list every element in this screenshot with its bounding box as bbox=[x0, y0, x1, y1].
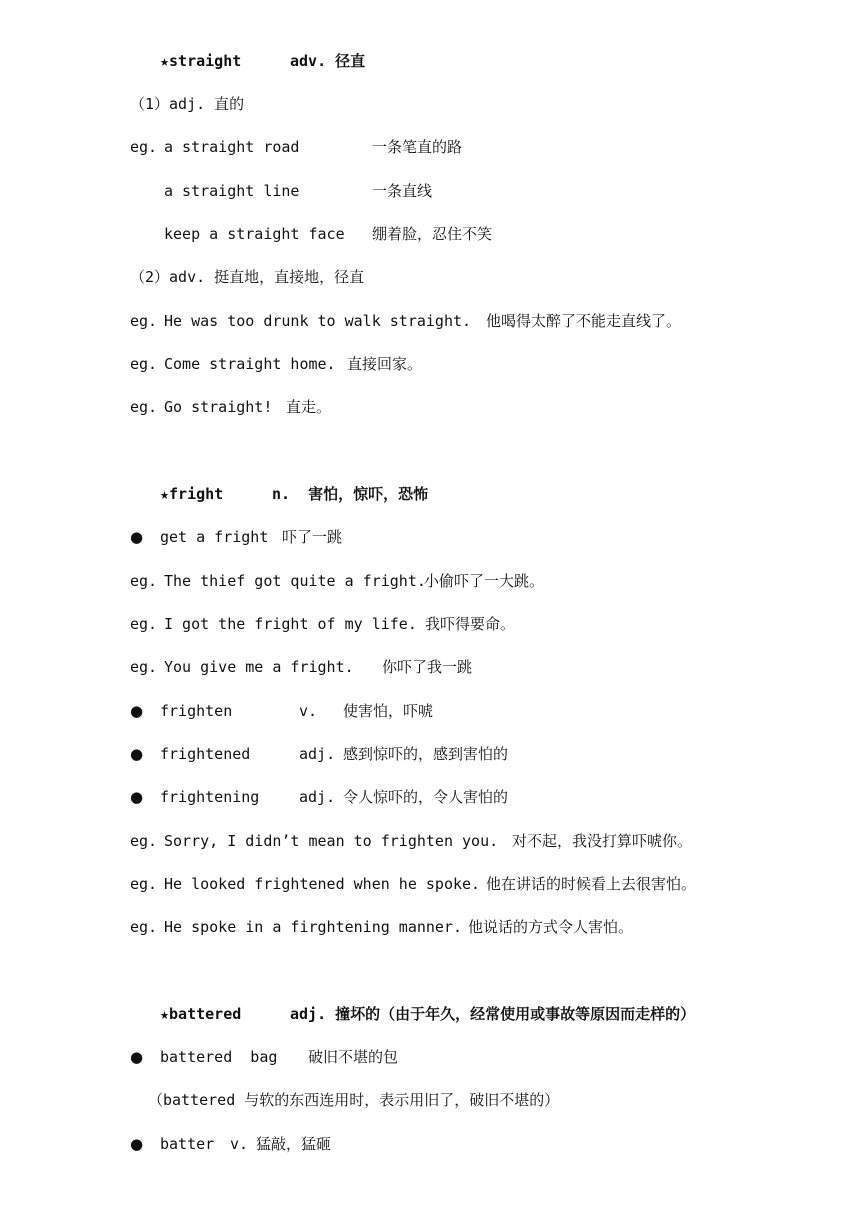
example-cn: 小偷吓了一大跳。 bbox=[424, 572, 545, 590]
example-en: Go straight! bbox=[164, 398, 273, 416]
example-label: eg. bbox=[130, 398, 158, 416]
phrase-cn: 吓了一跳 bbox=[282, 528, 343, 546]
example-label: eg. bbox=[130, 312, 158, 330]
example-en: The thief got quite a fright. bbox=[164, 572, 426, 590]
example-label: eg. bbox=[130, 138, 158, 156]
example-cn: 你吓了我一跳 bbox=[382, 658, 473, 676]
example-label: eg. bbox=[130, 615, 158, 633]
example-en: Come straight home. bbox=[164, 355, 336, 373]
bullet-icon: ● bbox=[130, 702, 144, 720]
example-cn: 绷着脸，忍住不笑 bbox=[372, 225, 493, 243]
example-en: Sorry, I didn’t mean to frighten you. bbox=[164, 832, 499, 850]
entry-title-fright: ★fright bbox=[160, 485, 224, 503]
entry-pos: adv. 径直 bbox=[290, 52, 366, 70]
example-cn: 一条笔直的路 bbox=[372, 138, 463, 156]
bullet-icon: ● bbox=[130, 1048, 144, 1066]
example-cn: 直走。 bbox=[286, 398, 332, 416]
example-en: He spoke in a firghtening manner. bbox=[164, 918, 463, 936]
word-pos: adj. bbox=[299, 745, 336, 763]
word: batter bbox=[160, 1135, 215, 1153]
example-cn: 他在讲话的时候看上去很害怕。 bbox=[486, 875, 697, 893]
bullet-icon: ● bbox=[130, 1135, 144, 1153]
example-label: eg. bbox=[130, 658, 158, 676]
entry-pos: n. 害怕，惊吓，恐怖 bbox=[272, 485, 429, 503]
example-cn: 他喝得太醉了不能走直线了。 bbox=[486, 312, 682, 330]
word-cn: 猛敲，猛砸 bbox=[256, 1135, 332, 1153]
example-label: eg. bbox=[130, 355, 158, 373]
phrase-cn: 破旧不堪的包 bbox=[308, 1048, 399, 1066]
word: frightening bbox=[160, 788, 260, 806]
word: frighten bbox=[160, 702, 233, 720]
word-pos: v. bbox=[299, 702, 318, 720]
entry-title-battered: ★battered bbox=[160, 1005, 242, 1023]
bullet-icon: ● bbox=[130, 528, 144, 546]
example-label: eg. bbox=[130, 832, 158, 850]
word-cn: 感到惊吓的，感到害怕的 bbox=[343, 745, 509, 763]
example-en: He looked frightened when he spoke. bbox=[164, 875, 481, 893]
word-cn: 令人惊吓的，令人害怕的 bbox=[343, 788, 509, 806]
usage-note: （battered 与软的东西连用时，表示用旧了，破旧不堪的） bbox=[148, 1091, 560, 1109]
example-en: He was too drunk to walk straight. bbox=[164, 312, 472, 330]
example-cn: 我吓得要命。 bbox=[425, 615, 516, 633]
sense-heading: （1）adj. 直的 bbox=[130, 95, 245, 113]
example-en: a straight line bbox=[164, 182, 300, 200]
phrase-en: battered bag bbox=[160, 1048, 278, 1066]
word-pos: adj. bbox=[299, 788, 336, 806]
entry-title-straight: ★straight bbox=[160, 52, 242, 70]
bullet-icon: ● bbox=[130, 788, 144, 806]
example-en: You give me a fright. bbox=[164, 658, 354, 676]
sense-heading: （2）adv. 挺直地，直接地，径直 bbox=[130, 268, 365, 286]
example-en: a straight road bbox=[164, 138, 300, 156]
example-cn: 一条直线 bbox=[372, 182, 433, 200]
word: frightened bbox=[160, 745, 251, 763]
phrase-en: get a fright bbox=[160, 528, 269, 546]
entry-pos: adj. 撞坏的（由于年久，经常使用或事故等原因而走样的） bbox=[290, 1005, 696, 1023]
example-label: eg. bbox=[130, 875, 158, 893]
example-label: eg. bbox=[130, 918, 158, 936]
example-cn: 对不起，我没打算吓唬你。 bbox=[512, 832, 693, 850]
example-label: eg. bbox=[130, 572, 158, 590]
example-cn: 直接回家。 bbox=[347, 355, 423, 373]
example-en: I got the fright of my life. bbox=[164, 615, 417, 633]
example-en: keep a straight face bbox=[164, 225, 345, 243]
word-cn: 使害怕，吓唬 bbox=[343, 702, 434, 720]
bullet-icon: ● bbox=[130, 745, 144, 763]
example-cn: 他说话的方式令人害怕。 bbox=[468, 918, 634, 936]
word-pos: v. bbox=[230, 1135, 249, 1153]
